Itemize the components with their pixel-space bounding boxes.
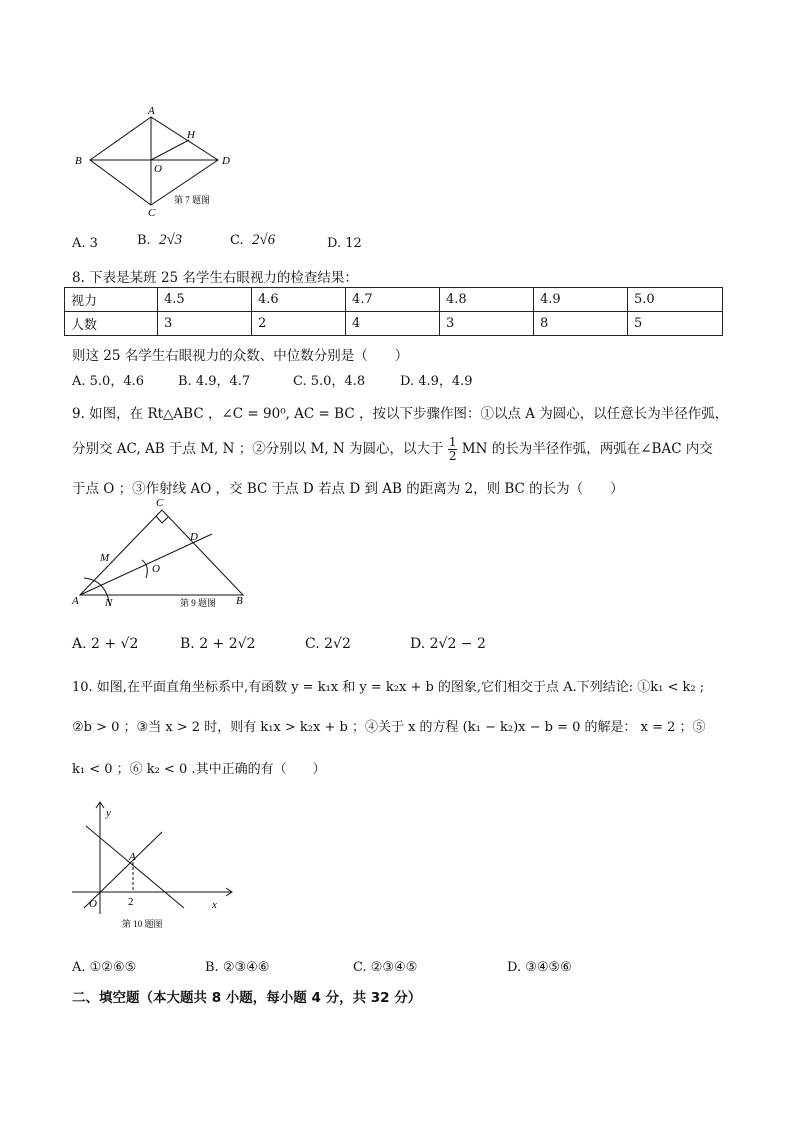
table-cell: 4.7	[346, 288, 440, 312]
svg-text:D: D	[222, 155, 230, 167]
q8-option-b: B. 4.9，4.7	[178, 374, 251, 389]
line-k2x-plus-b	[86, 826, 184, 908]
arc-o	[142, 560, 147, 578]
svg-text:C: C	[156, 497, 164, 509]
svg-text:A: A	[72, 595, 79, 607]
q8-stem: 8. 下表是某班 25 名学生右眼视力的检查结果：	[72, 270, 358, 286]
right-angle-mark	[156, 516, 168, 523]
svg-text:B: B	[236, 595, 243, 607]
svg-text:A: A	[148, 105, 155, 117]
q10-line-2: ②b > 0 ；③当 x > 2 时，则有 k₁x > k₂x + b ；④关于 x 的方程 (k₁ − k₂)x − b = 0 的解是： x = 2 ；⑤	[72, 720, 706, 735]
table-cell: 4	[346, 312, 440, 336]
svg-text:第 9 题图: 第 9 题图	[180, 598, 217, 608]
q7-option-d: D. 12	[327, 236, 362, 251]
q9-option-c: C. 2√2	[305, 636, 351, 652]
svg-text:O: O	[154, 163, 162, 175]
q9-line-1: 9. 如图，在 Rt△ABC ，∠C = 90⁰, AC = BC ，按以下步骤作图：①以点 A 为圆心，以任意长为半径作弧，	[72, 406, 729, 422]
svg-text:y: y	[106, 807, 111, 819]
q8-question: 则这 25 名学生右眼视力的众数、中位数分别是（ ）	[72, 348, 409, 364]
q8-option-c: C. 5.0，4.8	[293, 374, 366, 389]
table-cell: 3	[158, 312, 252, 336]
svg-text:C: C	[148, 207, 156, 219]
q9-option-a: A. 2 + √2	[72, 636, 139, 652]
table-row	[65, 288, 723, 312]
section-heading: 二、填空题（本大题共 8 小题，每小题 4 分，共 32 分）	[72, 990, 422, 1006]
figure-7	[60, 100, 260, 220]
table-cell: 4.8	[440, 288, 534, 312]
segment-oh	[151, 140, 189, 160]
figure-10	[66, 796, 246, 936]
q8-option-d: D. 4.9，4.9	[400, 374, 473, 389]
q10-line-3: k₁ < 0 ；⑥ k₂ < 0 .其中正确的有（ ）	[72, 762, 326, 777]
svg-text:x: x	[212, 899, 217, 911]
q10-option-d: D. ③④⑤⑥	[507, 960, 572, 975]
table-cell: 视力	[65, 288, 158, 312]
q10-option-c: C. ②③④⑤	[353, 960, 418, 975]
q10-option-b: B. ②③④⑥	[205, 960, 270, 975]
q7-option-b: B. 2√3	[137, 232, 183, 248]
svg-text:O: O	[89, 898, 97, 910]
q9-option-d: D. 2√2 − 2	[410, 636, 486, 652]
line-k1x	[84, 832, 162, 908]
table-cell: 4.6	[252, 288, 346, 312]
table-cell: 4.9	[534, 288, 628, 312]
table-cell: 人数	[65, 312, 158, 336]
q10-line-1: 10. 如图,在平面直角坐标系中,有函数 y = k₁x 和 y = k₂x + b 的图象,它们相交于点 A.下列结论: ①k₁ < k₂ ;	[72, 680, 705, 695]
svg-text:D: D	[190, 531, 198, 543]
table-cell: 4.5	[158, 288, 252, 312]
q9-line-2: 分别交 AC, AB 于点 M, N ；②分别以 M, N 为圆心，以大于 $\frac{1}{2}$ MN 的长为半径作弧，两弧在∠BAC 内交	[72, 435, 713, 463]
table-cell: 3	[440, 312, 534, 336]
fraction-one-half: $\frac{1}{2}$	[448, 435, 457, 463]
q8-option-a: A. 5.0，4.6	[72, 374, 145, 389]
svg-text:第 10 题图: 第 10 题图	[122, 919, 163, 929]
svg-text:N: N	[105, 597, 113, 609]
q7-option-c: C. 2√6	[230, 232, 276, 248]
q7-option-a: A. 3	[72, 236, 98, 251]
table-cell: 5	[628, 312, 723, 336]
figure-9	[70, 496, 260, 616]
svg-text:2: 2	[128, 896, 134, 908]
table-cell: 5.0	[628, 288, 723, 312]
table-row	[65, 312, 723, 336]
q9-option-b: B. 2 + 2√2	[180, 636, 256, 652]
q9-line-3: 于点 O ；③作射线 AO ，交 BC 于点 D 若点 D 到 AB 的距离为 2，则 BC 的长为（ ）	[72, 481, 624, 497]
table-cell: 8	[534, 312, 628, 336]
q10-option-a: A. ①②⑥⑤	[72, 960, 137, 975]
svg-text:A: A	[129, 851, 136, 863]
svg-text:O: O	[152, 563, 160, 575]
svg-text:B: B	[75, 155, 82, 167]
table-cell: 2	[252, 312, 346, 336]
rhombus-abcd	[90, 117, 218, 205]
svg-text:H: H	[187, 129, 195, 141]
svg-text:M: M	[100, 552, 110, 564]
svg-text:第 7 题图: 第 7 题图	[174, 195, 211, 205]
vision-table	[64, 287, 723, 336]
